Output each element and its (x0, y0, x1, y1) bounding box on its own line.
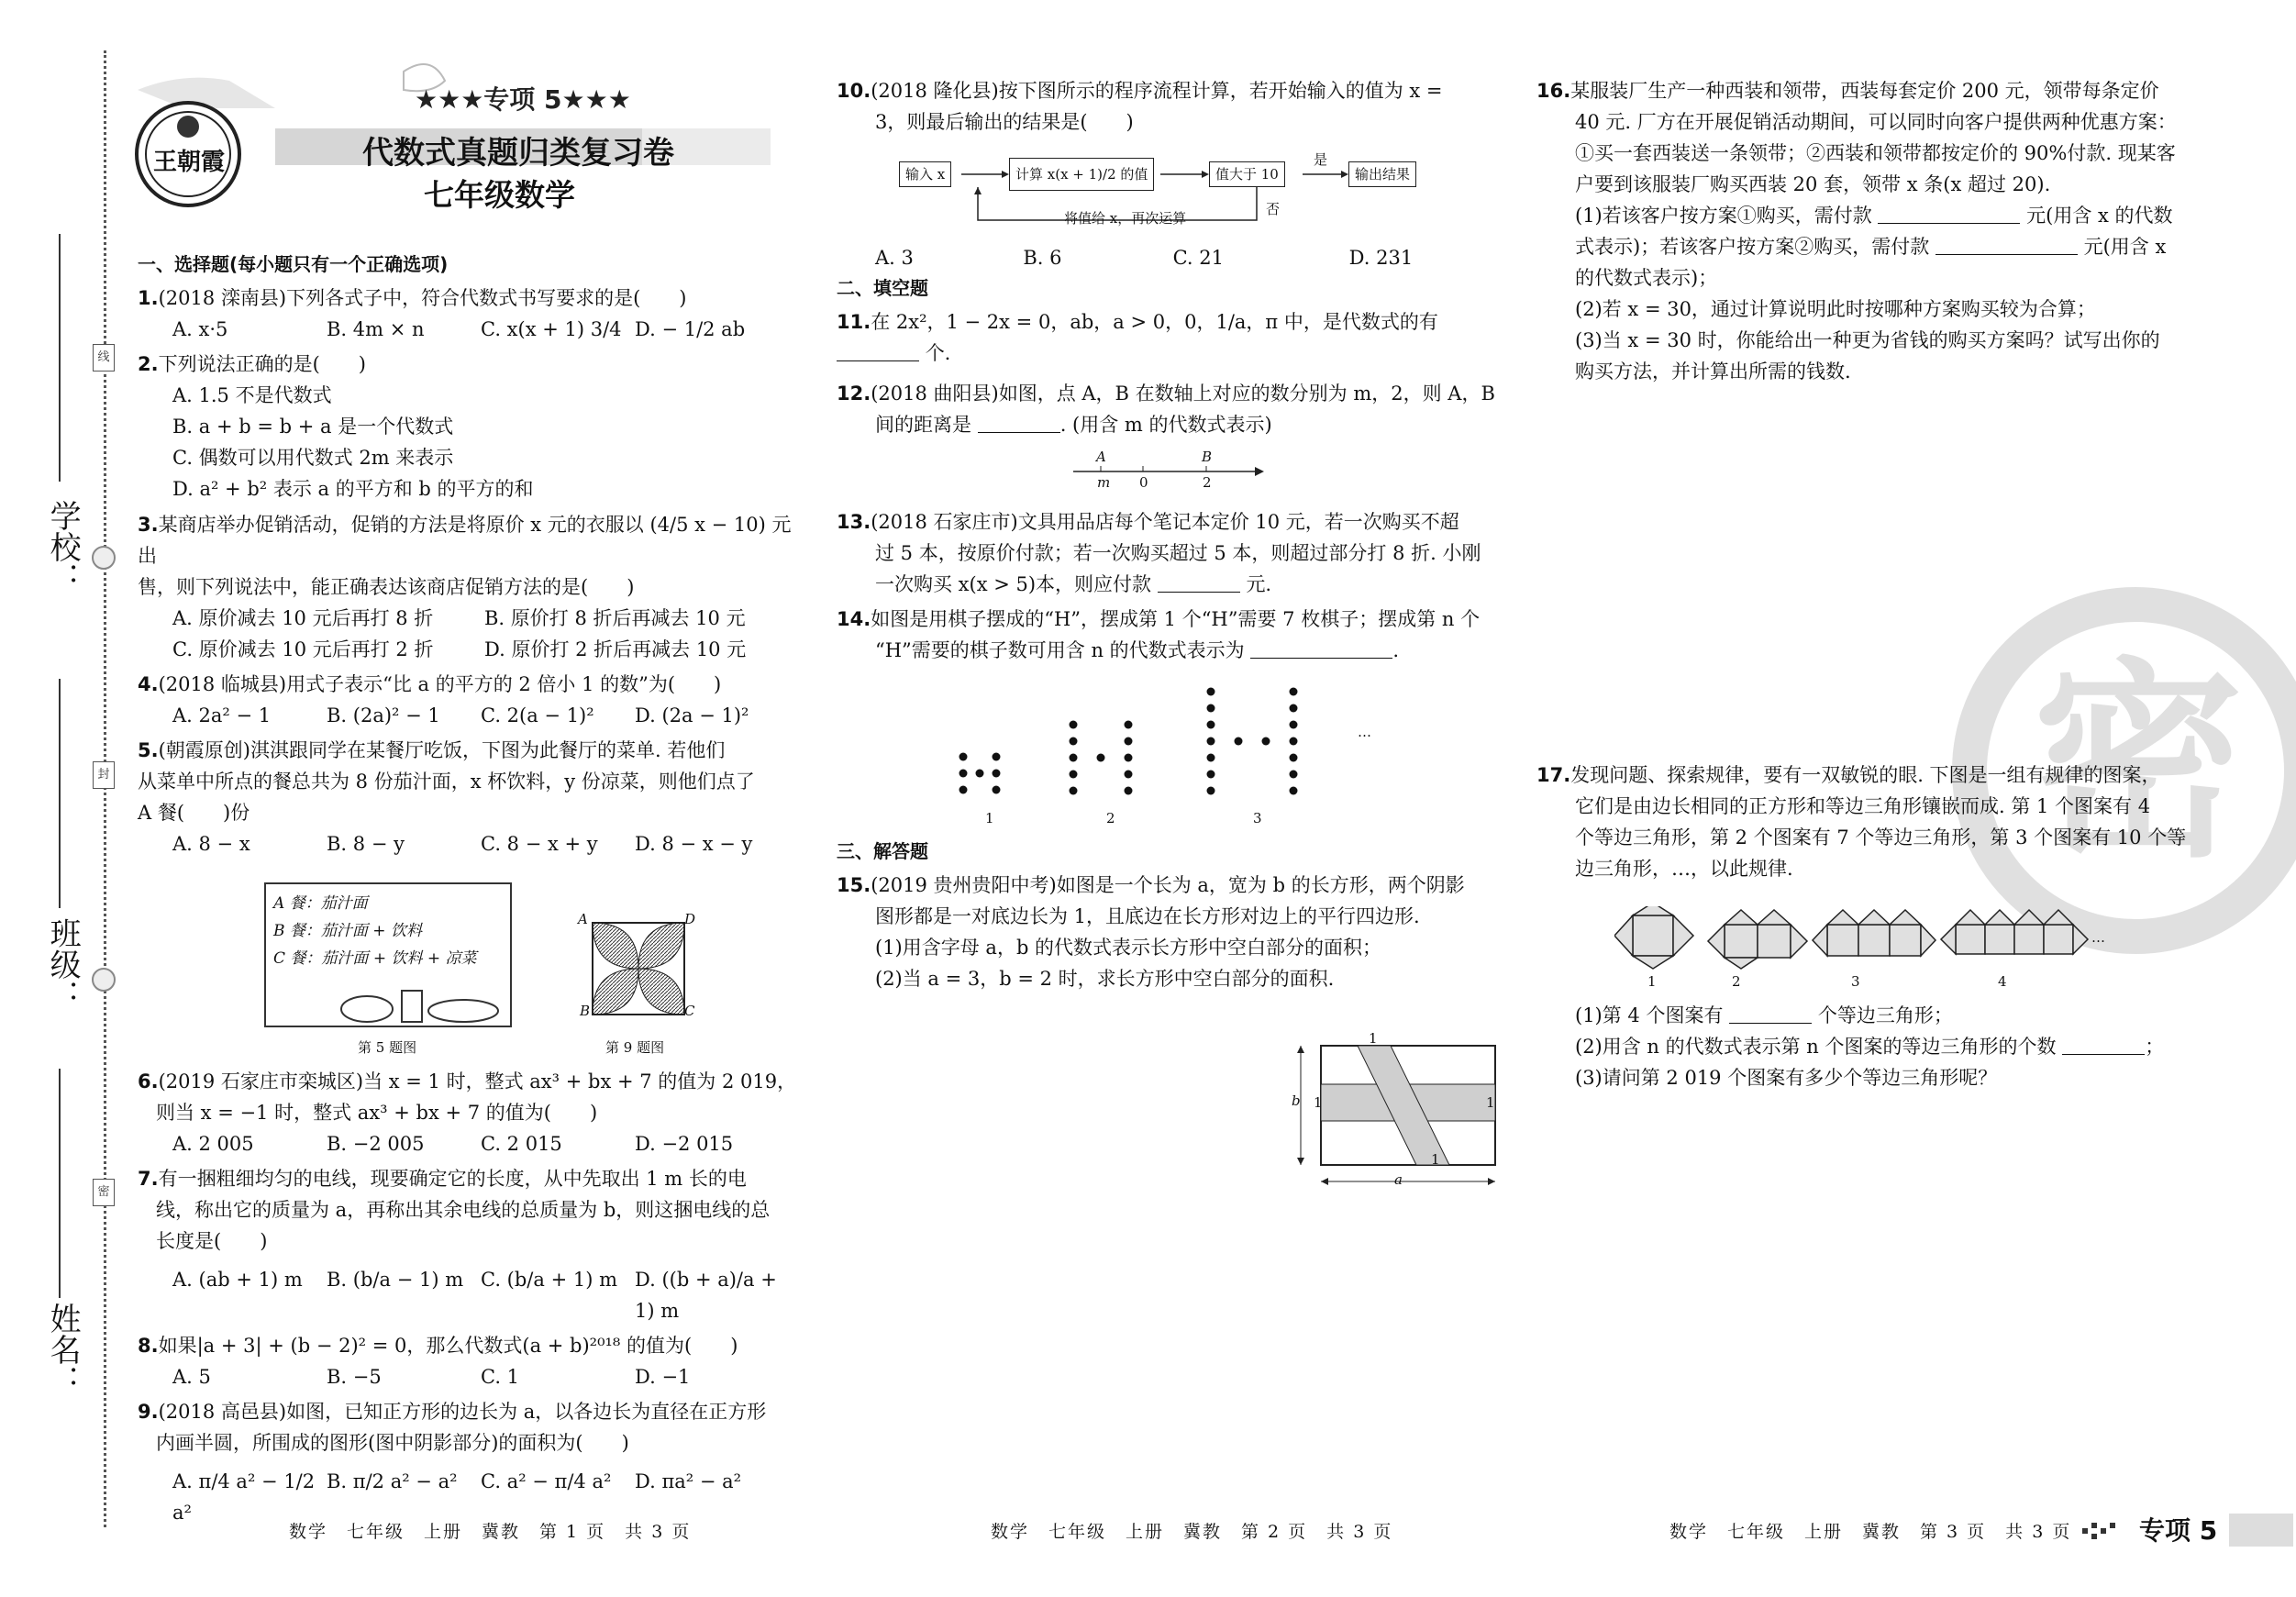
question-7: 7.有一捆粗细均匀的电线，现要确定它的长度，从中先取出 1 m 长的电 线，称出它的质量为 a，再称出其余电线的总质量为 b，则这捆电线的总 长度是( ) A. (ab + 1) m B. (b/a − 1) m C. (b/a + 1) m D. ((b + a)/a + 1) m (138, 1168, 777, 1323)
seal-mi: 密 (93, 1179, 115, 1206)
section-fill: 二、填空题 (837, 277, 928, 300)
tri-label-4: 4 (1998, 973, 2007, 990)
h-label-1: 1 (985, 810, 994, 826)
axis-point-b: B (1202, 449, 1213, 465)
fig9-caption: 第 9 题图 (605, 1039, 665, 1056)
column-2-q15 (837, 837, 1497, 994)
stamp-watermark: 密 (1952, 587, 2296, 954)
section-choice: 一、选择题(每小题只有一个正确选项) (138, 253, 449, 275)
fig5-caption: 第 5 题图 (358, 1039, 417, 1056)
question-5: 5.(朝霞原创)淇淇跟同学在某餐厅吃饭，下图为此餐厅的菜单. 若他们 从菜单中所点的餐总共为 8 份茄汁面，x 杯饮料，y 份凉菜，则他们点了 A 餐( )份 A. 8 − x B. 8 − y C. 8 − x + y D. 8 − x − y (138, 738, 755, 855)
flowchart (899, 151, 1468, 237)
binding-strip (0, 0, 138, 1597)
vertex-d: D (684, 911, 696, 927)
axis-two: 2 (1203, 474, 1212, 491)
tri-label-2: 2 (1732, 973, 1741, 990)
class-line[interactable] (59, 679, 61, 908)
column-2-mid: A. 3 B. 6 C. 21 D. 231 二、填空题 11.在 2x²，1 − 2x = 0，ab，a > 0，0，1/a，π 中，是代数式的有 个. 12.(2018 曲阳县)如图，点 A，B 在数轴上对应的数分别为 m，2，则 A，B 间的距离是 . (用含 m 的代数式表示) (837, 242, 1497, 440)
tri-label-more: … (2091, 929, 2105, 946)
school-label: 学校： (44, 500, 82, 593)
answer-blank-13[interactable] (1158, 574, 1240, 593)
column-1-lower (138, 1062, 798, 1528)
question-9: 9.(2018 高邑县)如图，已知正方形的边长为 a，以各边长为直径在正方形 内画半圆，所围成的图形(图中阴影部分)的面积为( ) A. π/4 a² − 1/2 a² B. π/2 a² − a² C. a² − π/4 a² D. πa² − a² (138, 1401, 767, 1525)
flow-input: 输入 x (899, 161, 951, 187)
column-2-q13 (837, 503, 1497, 666)
rect-label-left: 1 (1314, 1094, 1323, 1111)
h-pattern-figure (945, 679, 1422, 798)
column-3-q17 (1536, 756, 2234, 884)
h-label-2: 2 (1106, 810, 1115, 826)
page-title: 代数式真题归类复习卷 (362, 135, 674, 172)
square-petal-figure (583, 914, 693, 1024)
series-badge (2082, 1514, 2293, 1547)
name-line[interactable] (59, 1069, 61, 1298)
question-17: 17.发现问题、探索规律，要有一双敏锐的眼. 下图是一组有规律的图案， 它们是由边长相同的正方形和等边三角形镶嵌而成. 第 1 个图案有 4 个等边三角形，第 2 个图案有 7 个等边三角形，第 3 个图案有 10 个等 边三角形，…，以此规律. (1536, 764, 2187, 881)
h-label-more: … (1358, 724, 1371, 740)
vertex-c: C (684, 1003, 695, 1019)
question-16: 16.某服装厂生产一种西装和领带，西装每套定价 200 元，领带每条定价 40 元. 厂方在开展促销活动期间，可以同时向客户提供两种优惠方案： ①买一套西装送一条领带；②西装和领带都按定价的 90%付款. 现某客 户要到该服装厂购买西装 20 套，领带 x 条(x 超过 20). (1)若该客户按方案①购买，需付款 元(用含 x 的代数 式表示)；若该客户按方案②购买，需付款 元(用含 x 的代数式表示)； (2)若 x = 30，通过计算说明此时按哪种方案购买较为合算； (3)当 x = 30 时，你能给出一种更为省钱的购买方案吗？试写出你的 购买方法，并计算出所需的钱数. (1536, 80, 2177, 383)
flow-calc: 计算 x(x + 1)/2 的值 (1009, 158, 1154, 191)
tri-label-1: 1 (1647, 973, 1657, 990)
flow-output: 输出结果 (1348, 161, 1416, 187)
footer-page-1: 数学 七年级 上册 冀教 第 1 页 共 3 页 (289, 1522, 692, 1542)
series-badge-text: 专项 5 (2139, 1515, 2218, 1546)
vertex-a: A (578, 911, 588, 927)
flow-yes: 是 (1314, 151, 1328, 168)
rect-label-bottom: 1 (1431, 1151, 1440, 1168)
column-1 (138, 250, 798, 859)
rect-label-right: 1 (1486, 1094, 1495, 1111)
question-6: 6.(2019 石家庄市栾城区)当 x = 1 时，整式 ax³ + bx + 7 的值为 2 019， 则当 x = −1 时，整式 ax³ + bx + 7 的值为( ) A. 2 005 B. −2 005 C. 2 015 D. −2 015 (138, 1070, 797, 1156)
question-13: 13.(2018 石家庄市)文具用品店每个笔记本定价 10 元，若一次购买不超 过 5 本，按原价付款；若一次购买超过 5 本，则超过部分打 8 折. 小刚 一次购买 x(x > 5)本，则应付款 元. (837, 511, 1481, 596)
axis-zero: 0 (1139, 474, 1148, 491)
axis-point-a: A (1096, 449, 1106, 465)
badge-bar (2229, 1514, 2293, 1547)
question-12: 12.(2018 曲阳县)如图，点 A，B 在数轴上对应的数分别为 m，2，则 A，B 间的距离是 . (用含 m 的代数式表示) (837, 383, 1495, 437)
name-label: 姓名： (44, 1303, 82, 1396)
cut-line (104, 50, 106, 1527)
flow-loop: 将值给 x，再次运算 (1064, 210, 1187, 227)
header (128, 53, 789, 237)
page-subtitle: 七年级数学 (424, 177, 575, 213)
school-line[interactable] (59, 234, 61, 482)
menu-figure: A 餐：茄汁面 B 餐：茄汁面 + 饮料 C 餐：茄汁面 + 饮料 + 凉菜 (264, 882, 512, 1027)
question-11: 11.在 2x²，1 − 2x = 0，ab，a > 0，0，1/a，π 中，是代数式的有 个. (837, 311, 1438, 365)
rectangle-figure (1284, 1027, 1523, 1202)
section-answer: 三、解答题 (837, 840, 928, 862)
seal-xian: 线 (93, 344, 115, 372)
answer-blank-11[interactable] (837, 343, 919, 361)
answer-blank-17a[interactable] (1729, 1005, 1812, 1024)
question-10: 10.(2018 隆化县)按下图所示的程序流程计算，若开始输入的值为 x = 3，则最后输出的结果是( ) (837, 80, 1443, 134)
rect-label-a: a (1394, 1171, 1403, 1188)
tri-label-3: 3 (1851, 973, 1860, 990)
footer-page-3: 数学 七年级 上册 冀教 第 3 页 共 3 页 (1669, 1522, 2072, 1542)
logo-text: 王朝霞 (152, 149, 225, 176)
answer-blank-14[interactable] (1250, 640, 1392, 659)
answer-blank-16a[interactable] (1878, 205, 2020, 224)
vertex-b: B (580, 1003, 591, 1019)
class-label: 班级： (44, 917, 82, 1011)
column-3 (1536, 72, 2234, 387)
question-4: 4.(2018 临城县)用式子表示“比 a 的平方的 2 倍小 1 的数”为( ) A. 2a² − 1 B. (2a)² − 1 C. 2(a − 1)² D. (2a − 1)² (138, 672, 749, 726)
question-2: 2.下列说法正确的是( ) A. 1.5 不是代数式 B. a + b = b + a 是一个代数式 C. 偶数可以用代数式 2m 来表示 D. a² + b² 表示 a 的平方和 b 的平方的和 (138, 353, 534, 501)
flow-condition: 值大于 10 (1209, 161, 1285, 187)
answer-blank-16b[interactable] (1936, 237, 2078, 255)
column-2 (837, 72, 1497, 138)
knot-icon (92, 546, 116, 570)
axis-m: m (1097, 474, 1111, 491)
flow-no: 否 (1266, 201, 1281, 217)
question-1: 1.(2018 滦南县)下列各式子中，符合代数式书写要求的是( ) A. x·5 B. 4m × n C. x(x + 1) 3/4 D. − 1/2 ab (138, 287, 746, 341)
question-15: 15.(2019 贵州贵阳中考)如图是一个长为 a，宽为 b 的长方形，两个阴影 图形都是一对底边长为 1，且底边在长方形对边上的平行四边形. (1)用含字母 a，b 的代数式表示长方形中空白部分的面积； (2)当 a = 3，b = 2 时，求长方形中空白部分的面积. (837, 874, 1465, 991)
question-14: 14.如图是用棋子摆成的“H”，摆成第 1 个“H”需要 7 枚棋子；摆成第 n 个 “H”需要的棋子数可用含 n 的代数式表示为 . (837, 608, 1481, 662)
knot-icon (92, 968, 116, 992)
seal-feng: 封 (93, 761, 115, 789)
badge-dots-icon (2082, 1519, 2135, 1543)
rect-label-top: 1 (1369, 1030, 1378, 1047)
column-3-q17-parts: (1)第 4 个图案有 个等边三角形； (2)用含 n 的代数式表示第 n 个图案的等边三角形的个数 ； (3)请问第 2 019 个图案有多少个等边三角形呢？ (1575, 1004, 2165, 1090)
answer-blank-17b[interactable] (2062, 1037, 2145, 1055)
question-8: 8.如果|a + 3| + (b − 2)² = 0，那么代数式(a + b)²⁰¹⁸ 的值为( ) A. 5 B. −5 C. 1 D. −1 (138, 1335, 738, 1389)
series-label: ★★★专项 5★★★ (415, 84, 631, 115)
footer-page-2: 数学 七年级 上册 冀教 第 2 页 共 3 页 (991, 1522, 1393, 1542)
answer-blank-12[interactable] (978, 415, 1060, 433)
triangle-pattern-figure (1614, 906, 2110, 970)
h-label-3: 3 (1253, 810, 1262, 826)
food-icon (339, 983, 505, 1026)
rect-label-b: b (1292, 1092, 1301, 1109)
question-3: 3.某商店举办促销活动，促销的方法是将原价 x 元的衣服以 (4/5 x − 10) 元出 售，则下列说法中，能正确表达该商店促销方法的是( ) A. 原价减去 10 元后再打 8 折 B. 原价打 8 折后再减去 10 元 C. 原价减去 10 元后再打 2 折 D. 原价打 2 折后再减去 10 元 (138, 513, 792, 660)
